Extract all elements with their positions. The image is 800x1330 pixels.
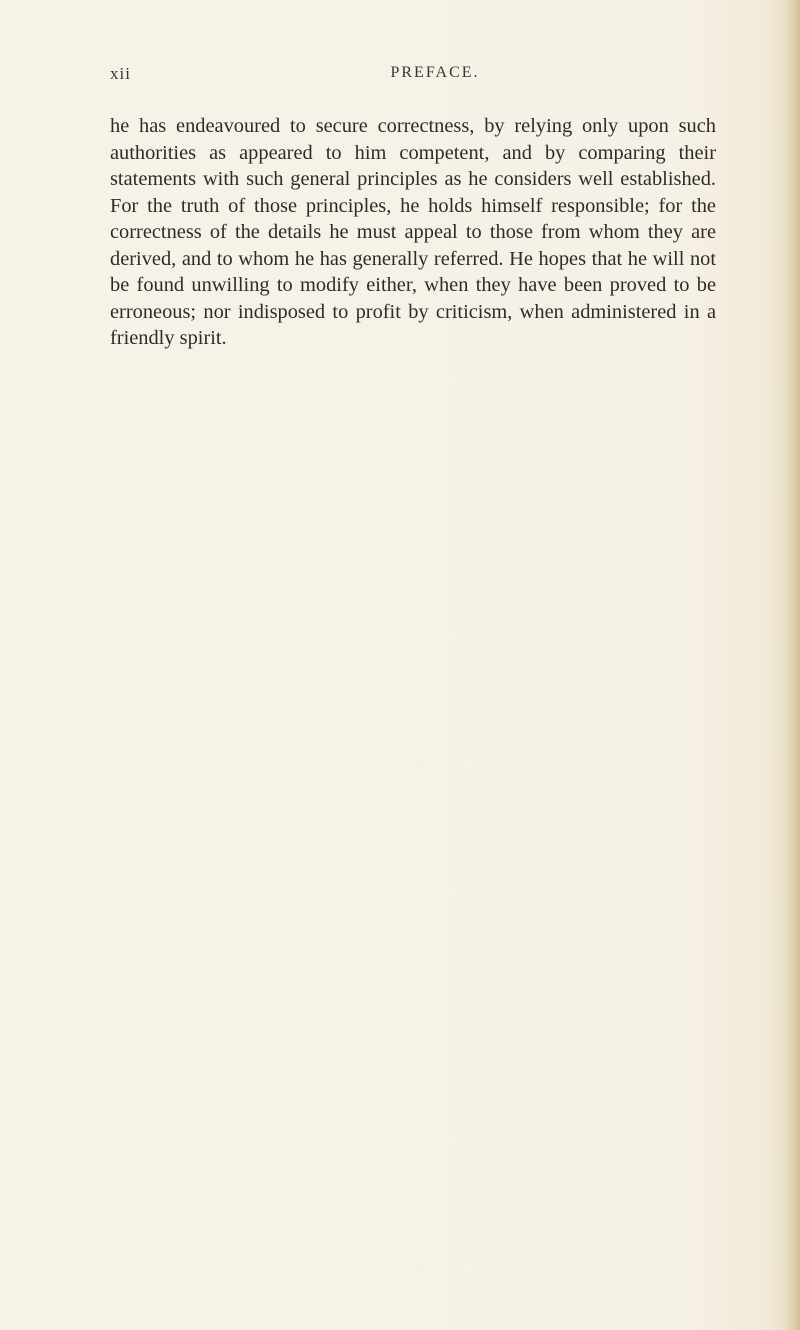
body-paragraph: he has endeavoured to secure correctness, by relying only upon such authorities as appeared to him competent, and by comparing their statements with such general principles as he considers well established. For the truth of those principles, he holds himself responsible; for the correctness of the details he must appeal to those from whom they are derived, and to whom he has generally referred. He hopes that he will not be found unwilling to modify either, when they have been proved to be erroneous; nor indisposed to profit by criticism, when administered in a friendly spirit. <box>110 115 716 349</box>
page-number: xii <box>110 64 131 83</box>
page-edge-shadow <box>784 0 800 1330</box>
running-title: PREFACE. <box>390 64 480 81</box>
running-head <box>110 64 716 88</box>
